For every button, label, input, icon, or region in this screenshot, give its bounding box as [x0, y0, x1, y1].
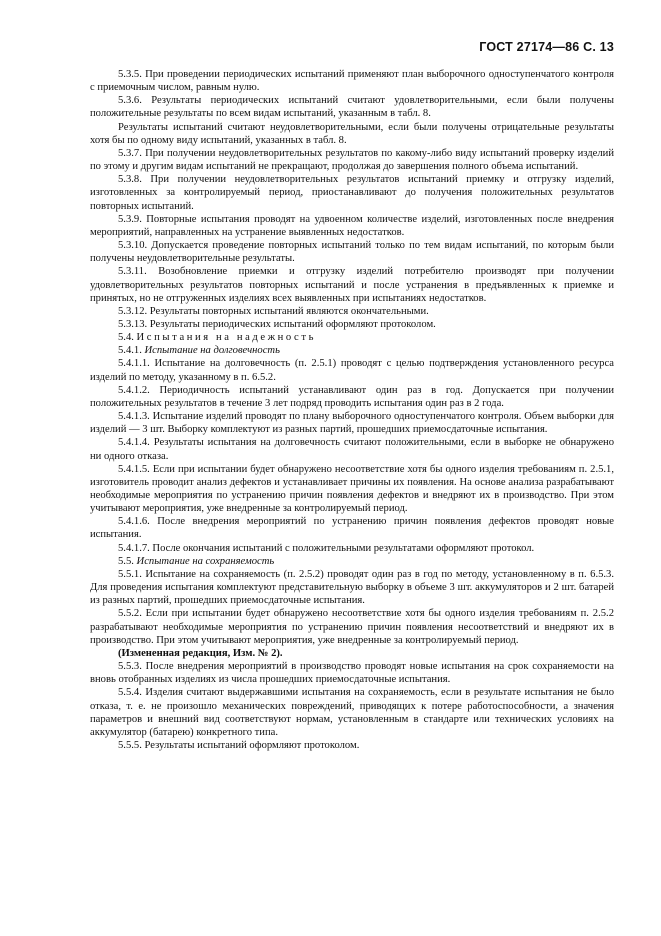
paragraph-5-3-9: 5.3.9. Повторные испытания проводят на удвоенном количестве изделий, изготовленных после внедрения мероприятий, направленных на устранение выявленных недостатков.	[90, 213, 614, 238]
paragraph-5-4-1-4: 5.4.1.4. Результаты испытания на долговечность считают положительными, если в выборке не обнаружено ни одного отказа.	[90, 437, 614, 462]
paragraph-5-3-10: 5.3.10. Допускается проведение повторных испытаний только по тем видам испытаний, по которым были получены неудовлетворительные результаты.	[90, 240, 614, 265]
subsection-number-5-4-1: 5.4.1.	[118, 345, 142, 357]
section-title-storability: Испытание на сохраняемость	[136, 555, 275, 567]
page-header: ГОСТ 27174—86 С. 13	[479, 40, 614, 54]
paragraph-5-4-1-6: 5.4.1.6. После внедрения мероприятий по устранению причин появления дефектов проводят новые испытания.	[90, 516, 614, 541]
paragraph-5-5-5: 5.5.5. Результаты испытаний оформляют протоколом.	[118, 739, 360, 751]
paragraph-5-3-12: 5.3.12. Результаты повторных испытаний являются окончательными.	[118, 305, 429, 317]
subsection-title-durability: Испытание на долговечность	[144, 345, 280, 357]
amendment-note: (Измененная редакция, Изм. № 2).	[118, 647, 283, 659]
section-heading-5-5	[90, 555, 614, 568]
paragraph-5-4-1-7: 5.4.1.7. После окончания испытаний с положительными результатами оформляют протокол.	[118, 542, 535, 554]
paragraph-5-5-4: 5.5.4. Изделия считают выдержавшими испытания на сохраняемость, если в результате испытания не было отказа, т. е. не произошло механических повреждений, приводящих к потере работоспособности, а значения параметров и внешний вид соответствуют нормам, установленным в стандарте или технических условиях на аккумулятор (батарею) конкретного типа.	[90, 687, 614, 738]
section-number-5-5: 5.5.	[118, 555, 134, 567]
paragraph-5-3-8: 5.3.8. При получении неудовлетворительных результатов испытаний приемку и отгрузку изделий, изготовленных за контролируемый период, приостанавливают до получения положительных результатов повторных испытаний.	[90, 174, 614, 212]
paragraph-5-4-1-3: 5.4.1.3. Испытание изделий проводят по плану выборочного одноступенчатого контроля. Объем выборки для изделий — 3 шт. Выборку комплектуют из разных партий, прошедших приемосдаточные испытания.	[90, 411, 614, 436]
paragraph-5-3-6-continued: Результаты испытаний считают неудовлетворительными, если были получены отрицательные результаты хотя бы по одному виду испытаний, указанных в табл. 8.	[90, 121, 614, 146]
section-number-5-4: 5.4.	[118, 332, 134, 344]
paragraph-5-4-1-1: 5.4.1.1. Испытание на долговечность (п. 2.5.1) проводят с целью подтверждения установленного ресурса изделий по методу, указанному в п. 6.5.2.	[90, 358, 614, 383]
paragraph-5-3-5: 5.3.5. При проведении периодических испытаний применяют план выборочного одноступенчатого контроля с приемочным числом, равным нулю.	[90, 69, 614, 94]
paragraph-5-5-3: 5.5.3. После внедрения мероприятий в производство проводят новые испытания на срок сохраняемости на вновь отобранных изделиях из числа прошедших приемосдаточные испытания.	[90, 661, 614, 686]
paragraph-5-3-7: 5.3.7. При получении неудовлетворительных результатов по какому-либо виду испытаний проверку изделий по этому и другим видам испытаний не прекращают, продолжая до завершения полного объема испытаний.	[90, 147, 614, 173]
section-title-reliability: Испытания на надежность	[136, 332, 317, 344]
paragraph-5-5-2: 5.5.2. Если при испытании будет обнаружено несоответствие хотя бы одного изделия требованиям п. 2.5.2 разрабатывают необходимые мероприятия по устранению причин появления несоответствий и внедряют их в производство. При этом учитывают мероприятия, уже внедренные за контролируемый период.	[90, 608, 614, 646]
paragraph-5-3-13: 5.3.13. Результаты периодических испытаний оформляют протоколом.	[118, 318, 436, 330]
document-body	[90, 68, 614, 752]
paragraph-5-3-11: 5.3.11. Возобновление приемки и отгрузку изделий потребителю производят при получении удовлетворительных результатов повторных испытаний и после устранения в предъявленных к приемке и принятых, но не отгруженных изделиях всех выявленных при испытаниях недостатков.	[90, 266, 614, 304]
paragraph-5-3-6: 5.3.6. Результаты периодических испытаний считают удовлетворительными, если были получены положительные результаты по всем видам испытаний, указанным в табл. 8.	[90, 95, 614, 120]
section-heading-5-4	[90, 331, 614, 344]
paragraph-5-4-1-2: 5.4.1.2. Периодичность испытаний устанавливают один раз в год. Допускается при получении положительных результатов в течение 3 лет подряд проводить испытания один раз в 2 года.	[90, 384, 614, 409]
paragraph-5-5-1: 5.5.1. Испытание на сохраняемость (п. 2.5.2) проводят один раз в год по методу, установленному в п. 6.5.3. Для проведения испытания комплектуют представительную выборку в объеме 3 шт. аккумуляторов и 2 шт. батарей из разных партий, прошедших приемосдаточные испытания.	[90, 568, 614, 607]
subsection-heading-5-4-1	[90, 344, 614, 357]
paragraph-5-4-1-5: 5.4.1.5. Если при испытании будет обнаружено несоответствие хотя бы одного изделия требованиям п. 2.5.1, изготовитель проводит анализ дефектов и устанавливает причины их появления. На основе анализа разрабатывают необходимые мероприятия по устранению причин появления дефектов и внедряют их в производство. При этом учитывают мероприятия, уже внедренные за контролируемый период.	[90, 463, 614, 515]
